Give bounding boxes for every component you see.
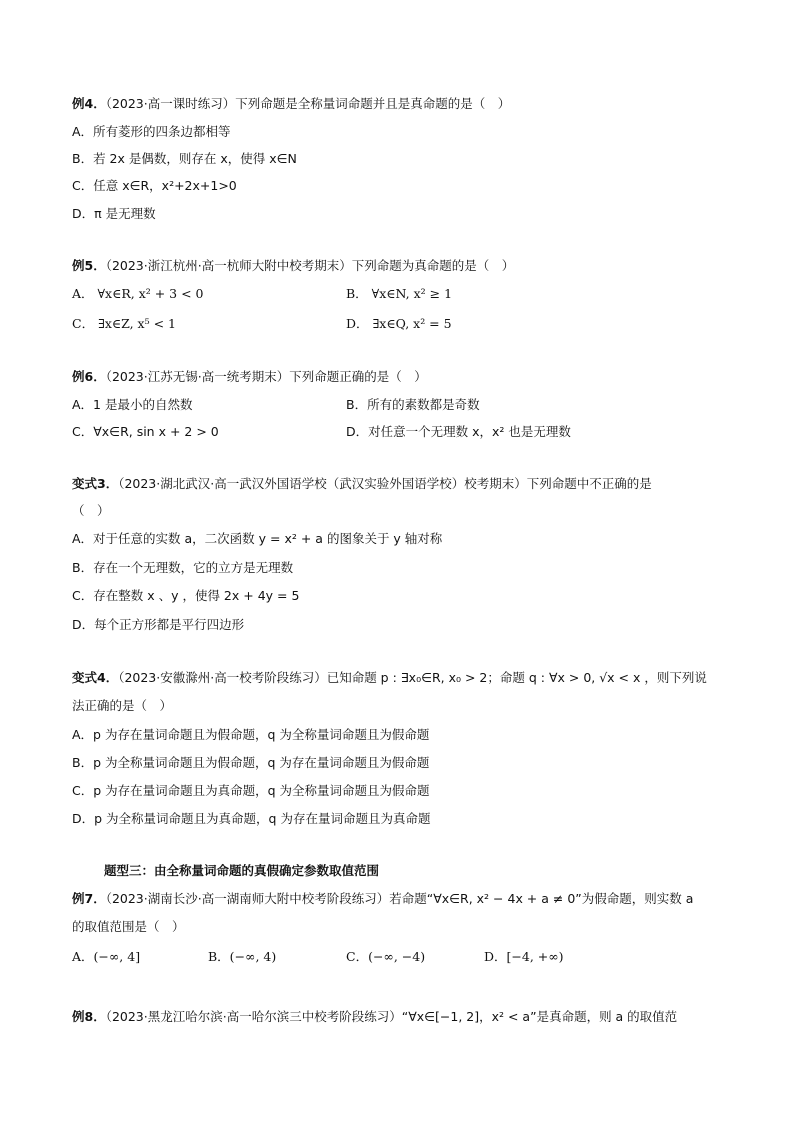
example-6-stem: [72, 368, 427, 386]
example-4-label: 例4．: [72, 96, 106, 111]
example-6-label: 例6．: [72, 369, 106, 384]
example-5-option-c: C． ∃x∈Z, x⁵ < 1: [72, 316, 176, 331]
example-7-text: （2023·湖南长沙·高一湖南师大附中校考阶段练习）若命题“∀x∈R, x² − 4x + a ≠ 0”为假命题，则实数 a: [105, 891, 694, 906]
variant-4-option-d: D．p 为全称量词命题且为真命题，q 为存在量词命题且为真命题: [72, 811, 431, 826]
example-4-option-c: C．任意 x∈R，x²+2x+1>0: [72, 178, 237, 193]
example-5-option-a: A． ∀x∈R, x² + 3 < 0: [72, 286, 204, 301]
example-6-option-c: C．∀x∈R, sin x + 2 > 0: [72, 424, 219, 439]
variant-3-label: 变式3．: [72, 476, 119, 491]
variant-4-option-c: C．p 为存在量词命题且为真命题，q 为全称量词命题且为假命题: [72, 783, 430, 798]
section-heading: 题型三：由全称量词命题的真假确定参数取值范围: [104, 863, 380, 878]
variant-4-stem-cont: 法正确的是（ ）: [72, 698, 173, 713]
example-4-text: （2023·高一课时练习）下列命题是全称量词命题并且是真命题的是（ ）: [105, 96, 511, 111]
example-6-option-b: B．所有的素数都是奇数: [346, 397, 480, 412]
example-5-option-d: D． ∃x∈Q, x² = 5: [346, 316, 452, 331]
example-7-stem-cont: 的取值范围是（ ）: [72, 919, 185, 934]
example-7-option-b: B．(−∞, 4): [208, 949, 277, 964]
example-7-label: 例7．: [72, 891, 106, 906]
example-6-option-a: A．1 是最小的自然数: [72, 397, 193, 412]
variant-4-text: （2023·安徽滁州·高一校考阶段练习）已知命题 p : ∃x₀∈R, x₀ > 2；命题 q : ∀x > 0, √x < x ，则下列说: [118, 670, 707, 685]
variant-3-option-c: C．存在整数 x 、y ，使得 2x + 4y = 5: [72, 588, 300, 603]
example-5-option-b: B． ∀x∈N, x² ≥ 1: [346, 286, 453, 301]
example-4-option-b: B．若 2x 是偶数，则存在 x，使得 x∈N: [72, 151, 297, 166]
example-5-text: （2023·浙江杭州·高一杭师大附中校考期末）下列命题为真命题的是（ ）: [105, 258, 515, 273]
variant-4-option-b: B．p 为全称量词命题且为假命题，q 为存在量词命题且为假命题: [72, 755, 430, 770]
example-4-stem: [72, 95, 510, 113]
variant-4-option-a: A．p 为存在量词命题且为假命题，q 为全称量词命题且为假命题: [72, 727, 430, 742]
example-8-stem: [72, 1008, 677, 1026]
example-5-label: 例5．: [72, 258, 106, 273]
example-6-option-d: D．对任意一个无理数 x，x² 也是无理数: [346, 424, 571, 439]
variant-3-text: （2023·湖北武汉·高一武汉外国语学校（武汉实验外国语学校）校考期末）下列命题中不正确的是: [118, 476, 652, 491]
variant-3-option-b: B．存在一个无理数，它的立方是无理数: [72, 560, 294, 575]
example-6-text: （2023·江苏无锡·高一统考期末）下列命题正确的是（ ）: [105, 369, 427, 384]
example-5-stem: [72, 257, 514, 275]
example-4-option-a: A．所有菱形的四条边都相等: [72, 124, 231, 139]
example-4-option-d: D．π 是无理数: [72, 206, 156, 221]
variant-3-stem-cont: （ ）: [72, 503, 110, 518]
example-8-label: 例8．: [72, 1009, 106, 1024]
example-7-option-c: C．(−∞, −4): [346, 949, 426, 964]
variant-3-stem: [72, 475, 652, 493]
variant-3-option-d: D．每个正方形都是平行四边形: [72, 617, 245, 632]
example-7-option-d: D．[−4, +∞): [484, 949, 564, 964]
example-7-stem: [72, 890, 693, 908]
example-8-text: （2023·黑龙江哈尔滨·高一哈尔滨三中校考阶段练习）“∀x∈[−1, 2]，x² < a”是真命题，则 a 的取值范: [105, 1009, 678, 1024]
variant-4-label: 变式4．: [72, 670, 119, 685]
example-7-option-a: A．(−∞, 4]: [72, 949, 141, 964]
variant-4-stem: [72, 669, 707, 687]
variant-3-option-a: A．对于任意的实数 a，二次函数 y = x² + a 的图象关于 y 轴对称: [72, 531, 443, 546]
